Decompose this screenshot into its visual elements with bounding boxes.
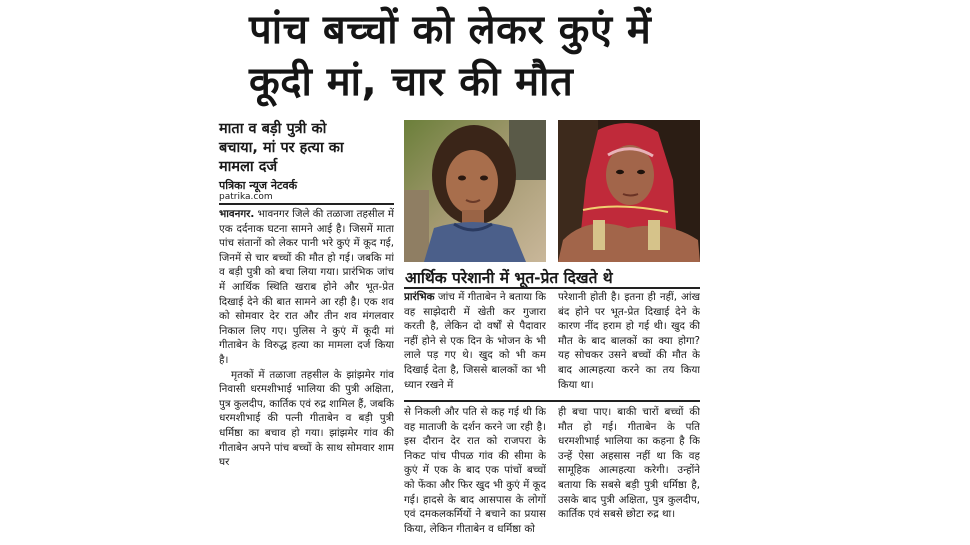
dateline: भावनगर.	[219, 208, 255, 220]
subheadline: माता व बड़ी पुत्री को बचाया, मां पर हत्या का मामला दर्ज	[219, 121, 344, 175]
subheadline-2: आर्थिक परेशानी में भूत-प्रेत दिखते थे	[405, 269, 613, 287]
divider	[404, 400, 700, 402]
column-2-top	[404, 290, 546, 395]
newspaper-clipping	[215, 0, 755, 545]
headline: पांच बच्चों को लेकर कुएं में कूदी मां, चार की मौत	[249, 7, 652, 105]
column-2-bottom: से निकली और पति से कह गई थी कि वह माताजी के दर्शन करने जा रही है। इस दौरान देर रात को राजपरा के निकट पांच पीपळ गांव की सीमा के कुएं में एक के बाद एक पांचों बच्चों को फेंका और फिर खुद भी कुएं में कूद गई। हादसे के बाद आसपास के लोगों एवं दमकलकर्मियों ने बचाने का प्रयास किया, लेकिन गीताबेन व धर्मिष्ठा को	[404, 406, 546, 535]
divider	[219, 203, 394, 205]
website: patrika.com	[219, 192, 273, 202]
column-1-para-1: भावनगर जिले की तळाजा तहसील में एक दर्दनाक घटना सामने आई है। जिसमें माता पांच संतानों को लेकर पानी भरे कुएं में कूद गई, जिनमें से चार बच्चों की मौत हो गई। जबकि मां व बड़ी पुत्री को बचा लिया गया। प्रारंभिक जांच में आर्थिक स्थिति खराब होने और भूत-प्रेत दिखाई देने की बात सामने आ रही है। एक शव को सोमवार देर रात और तीन शव मंगलवार निकाल लिए गए। पुलिस ने कुएं में कूदी मां गीताबेन के विरुद्ध हत्या का मामला दर्ज किया है।	[219, 208, 394, 366]
lead-word: प्रारंभिक	[404, 291, 435, 303]
photo-woman	[558, 120, 700, 262]
photo-girl	[404, 120, 546, 262]
divider	[404, 287, 700, 289]
byline: पत्रिका न्यूज नेटवर्क	[219, 179, 298, 192]
column-1	[219, 207, 394, 543]
column-2-top-text: जांच में गीताबेन ने बताया कि वह साझेदारी में खेती कर गुजारा करती है, लेकिन दो वर्षों से पैदावार नहीं होने से एक दिन के भोजन के भी लाले पड़ गए थे। खुद को भी कम दिखाई देता है, जिससे बालकों का भी ध्यान रखने में	[404, 291, 546, 391]
column-1-para-2: मृतकों में तळाजा तहसील के झांझमेर गांव निवासी धरमशीभाई भालिया की पुत्री अक्षिता, पुत्र कुलदीप, कार्तिक एवं रुद्र शामिल हैं, जबकि धरमशीभाई की पत्नी गीताबेन व बड़ी पुत्री धर्मिष्ठा का बचाव हो गया। झांझमेर गांव की गीताबेन अपने पांच बच्चों के साथ सोमवार शाम घर	[219, 368, 394, 469]
column-3-top: परेशानी होती है। इतना ही नहीं, आंख बंद होने पर भूत-प्रेत दिखाई देने के कारण नींद हराम हो गई थी। खुद की मौत के बाद बालकों का क्या होगा? यह सोचकर उसने बच्चों की मौत के बाद आत्महत्या करने का तय किया किया था।	[558, 291, 700, 391]
column-3-bottom: ही बचा पाए। बाकी चारों बच्चों की मौत हो गई। गीताबेन के पति धरमशीभाई भालिया का कहना है कि उन्हें ऐसा अहसास नहीं था कि वह सामूहिक आत्महत्या करेगी। उन्होंने बताया कि सबसे बड़ी पुत्री धर्मिष्ठा है, उसके बाद पुत्री अक्षिता, पुत्र कुलदीप, कार्तिक एवं सबसे छोटा रुद्र था।	[558, 406, 700, 521]
